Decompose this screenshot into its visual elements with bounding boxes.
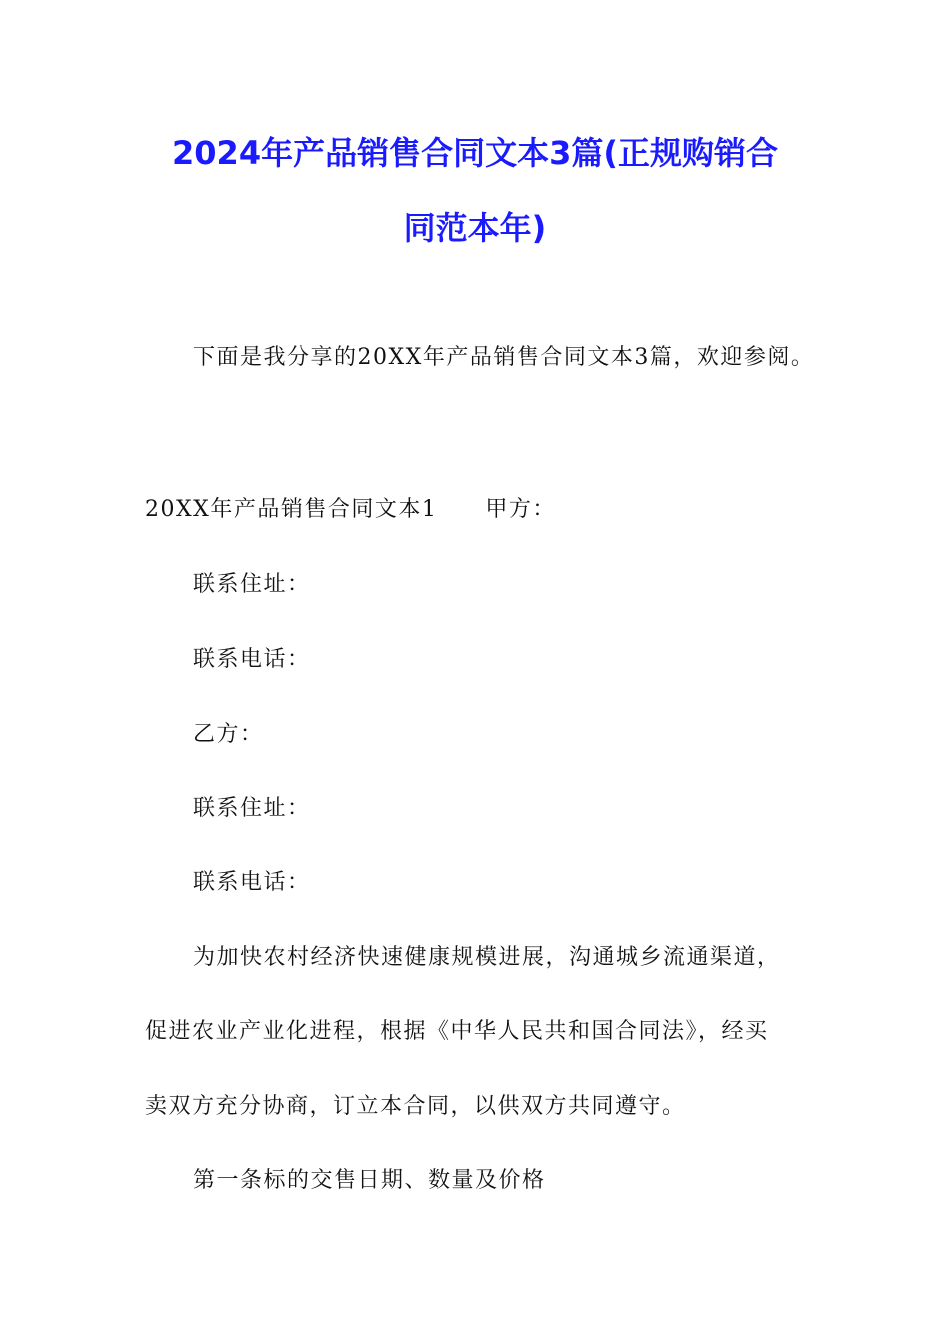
party-b-label: 乙方：: [193, 722, 264, 747]
party-a-label: 甲方：: [485, 497, 556, 522]
party-b-phone-label: 联系电话：: [193, 870, 311, 895]
section-heading: 20XX年产品销售合同文本1: [145, 497, 438, 522]
article-1-heading: 第一条标的交售日期、数量及价格: [193, 1168, 546, 1193]
party-a-address-label: 联系住址：: [193, 572, 311, 597]
party-a-phone-label: 联系电话：: [193, 647, 311, 672]
party-b-address-label: 联系住址：: [193, 796, 311, 821]
preamble-line-2: 促进农业产业化进程，根据《中华人民共和国合同法》，经买: [145, 1019, 769, 1044]
preamble-line-1: 为加快农村经济快速健康规模进展，沟通城乡流通渠道，: [193, 945, 781, 970]
section-heading-row: [145, 495, 556, 525]
preamble-line-3: 卖双方充分协商，订立本合同，以供双方共同遵守。: [145, 1094, 686, 1119]
intro-paragraph: 下面是我分享的20XX年产品销售合同文本3篇，欢迎参阅。: [193, 345, 815, 370]
document-title-line-1: 2024年产品销售合同文本3篇(正规购销合: [172, 134, 778, 172]
document-title-line-2: 同范本年): [403, 209, 547, 247]
